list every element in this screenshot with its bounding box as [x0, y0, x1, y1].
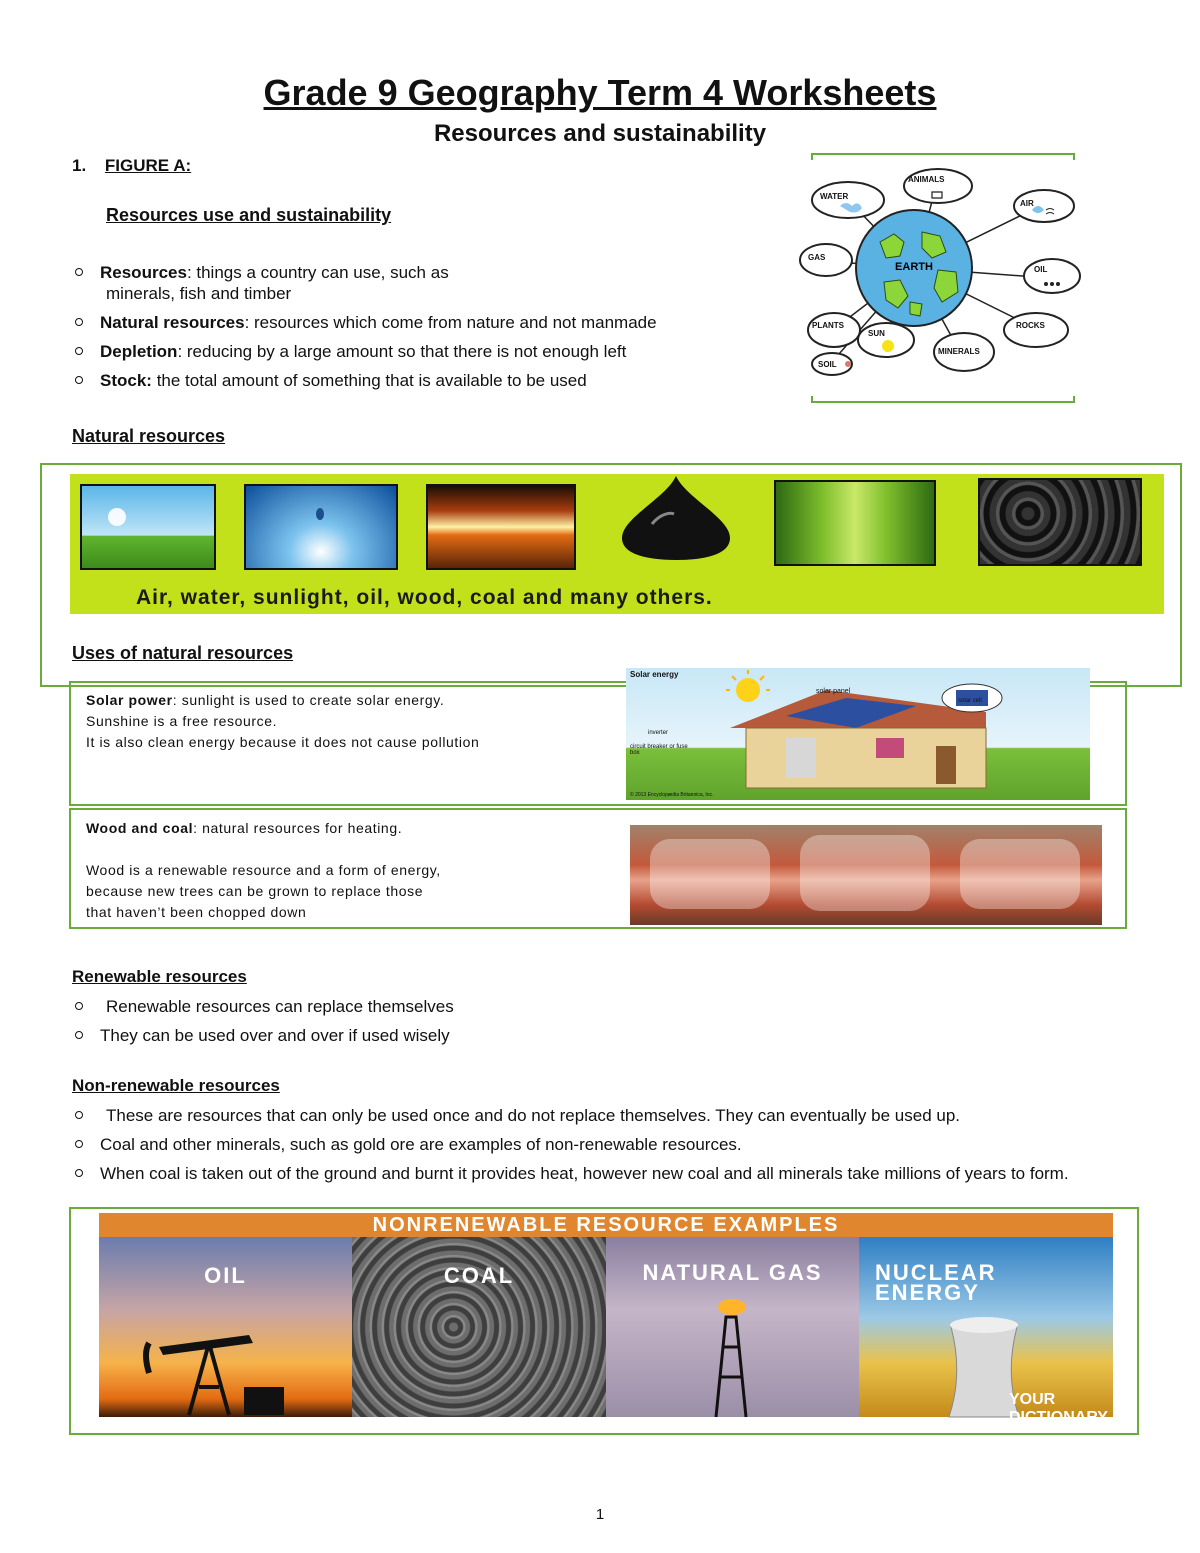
list-item — [72, 1163, 1172, 1184]
node-label: PLANTS — [812, 321, 844, 330]
renewable-item: Renewable resources can replace themselves — [106, 997, 454, 1016]
page-number: 1 — [595, 1506, 605, 1523]
wood-line-1: : natural resources for heating. — [193, 820, 403, 836]
solar-line-1: : sunlight is used to create solar energy. — [172, 692, 445, 708]
list-item — [72, 312, 752, 333]
list-item — [72, 996, 1152, 1017]
term: Wood and coal — [86, 820, 194, 836]
definition: : resources which come from nature and not manmade — [244, 313, 657, 332]
natural-gas-panel — [606, 1237, 859, 1417]
natural-resources-banner — [70, 474, 1164, 614]
section-heading-nonrenewable: Non-renewable resources — [72, 1076, 280, 1095]
nonrenewable-list — [72, 1105, 1172, 1192]
water-photo — [244, 484, 398, 570]
page-title: Grade 9 Geography Term 4 Worksheets — [263, 72, 937, 113]
illustration-credit: © 2013 Encyclopædia Britannica, Inc. — [630, 792, 714, 798]
solar-house-illustration — [626, 668, 1090, 800]
list-item — [72, 262, 752, 304]
definitions-list — [72, 262, 752, 399]
term: Solar power — [86, 692, 173, 708]
renewable-list — [72, 996, 1152, 1054]
list-item — [72, 1134, 1172, 1155]
node-label: GAS — [808, 253, 826, 262]
oil-pump-icon — [149, 1327, 309, 1417]
node-label: SUN — [868, 329, 885, 338]
firewood-bags-photo — [630, 825, 1102, 925]
wood-line-3: because new trees can be grown to replace those — [86, 883, 424, 899]
node-label: SOIL — [818, 360, 837, 369]
illustration-label: solar cell — [958, 698, 982, 704]
figure-heading — [72, 156, 191, 176]
gas-flare-icon — [686, 1297, 786, 1417]
wood-line-4: that haven’t been chopped down — [86, 904, 307, 920]
wood-line-2: Wood is a renewable resource and a form of energy, — [86, 862, 441, 878]
nonrenewable-item: When coal is taken out of the ground and burnt it provides heat, however new coal and all minerals take millions of years to form. — [100, 1164, 1069, 1183]
solar-line-2: Sunshine is a free resource. — [86, 713, 278, 729]
banner-title: NONRENEWABLE RESOURCE EXAMPLES — [99, 1213, 1113, 1237]
air-photo — [80, 484, 216, 570]
wood-coal-text — [86, 818, 626, 923]
panel-label: COAL — [443, 1263, 515, 1288]
section-heading-renewable: Renewable resources — [72, 967, 247, 986]
definition: : things a country can use, such as — [186, 263, 449, 282]
node-label: WATER — [820, 192, 849, 201]
term: Resources — [100, 263, 187, 282]
term: Natural resources — [100, 313, 245, 332]
solar-line-3: It is also clean energy because it does not cause pollution — [86, 734, 480, 750]
illustration-label: solar panel — [816, 688, 851, 695]
solar-house-svg — [626, 668, 1090, 800]
illustration-label: circuit breaker or fuse box — [630, 744, 688, 756]
page-subtitle: Resources and sustainability — [433, 120, 767, 147]
wood-photo — [774, 480, 936, 566]
node-label: ANIMALS — [908, 175, 945, 184]
node-label: ROCKS — [1016, 321, 1045, 330]
list-item — [72, 370, 752, 391]
brand-watermark: YOUR DICTIONARY — [1009, 1391, 1108, 1426]
nuclear-energy-panel — [859, 1237, 1113, 1426]
banner-caption: Air, water, sunlight, oil, wood, coal and many others. — [136, 586, 713, 609]
coal-panel — [352, 1237, 606, 1417]
solar-power-text — [86, 690, 626, 753]
term: Stock: — [100, 371, 152, 390]
section-heading-uses: Uses of natural resources — [72, 643, 294, 663]
sunlight-photo — [426, 484, 576, 570]
list-item — [72, 341, 752, 362]
node-label: OIL — [1034, 265, 1048, 274]
illustration-label: inverter — [648, 730, 669, 736]
node-label: EARTH — [895, 261, 933, 273]
resources-diagram-svg — [810, 152, 1076, 404]
coal-photo — [978, 478, 1142, 566]
nonrenewable-item: Coal and other minerals, such as gold ore are examples of non-renewable resources. — [100, 1135, 742, 1154]
panel-label: NATURAL GAS — [642, 1260, 823, 1285]
nonrenewable-examples-banner — [99, 1213, 1113, 1426]
figure-number: 1. — [72, 156, 87, 175]
term: Depletion — [100, 342, 178, 361]
node-label: AIR — [1020, 199, 1034, 208]
illustration-title: Solar energy — [630, 670, 679, 679]
figure-label: FIGURE A: — [104, 156, 192, 175]
oil-drop-icon — [614, 474, 738, 564]
list-item — [72, 1105, 1172, 1126]
section-heading-natural-resources: Natural resources — [72, 426, 226, 446]
definition: : reducing by a large amount so that there is not enough left — [177, 342, 627, 361]
definition-continued: minerals, fish and timber — [106, 284, 292, 303]
section-heading-resources-use: Resources use and sustainability — [106, 205, 392, 225]
resources-diagram — [810, 152, 1076, 404]
definition: the total amount of something that is available to be used — [151, 371, 587, 390]
panel-label: OIL — [204, 1263, 247, 1288]
oil-panel — [99, 1237, 352, 1417]
nonrenewable-item: These are resources that can only be used once and do not replace themselves. They can eventually be used up. — [106, 1106, 961, 1125]
panel-label: NUCLEAR ENERGY — [875, 1260, 997, 1305]
node-label: MINERALS — [938, 347, 980, 356]
list-item — [72, 1025, 1152, 1046]
renewable-item: They can be used over and over if used wisely — [100, 1026, 450, 1045]
